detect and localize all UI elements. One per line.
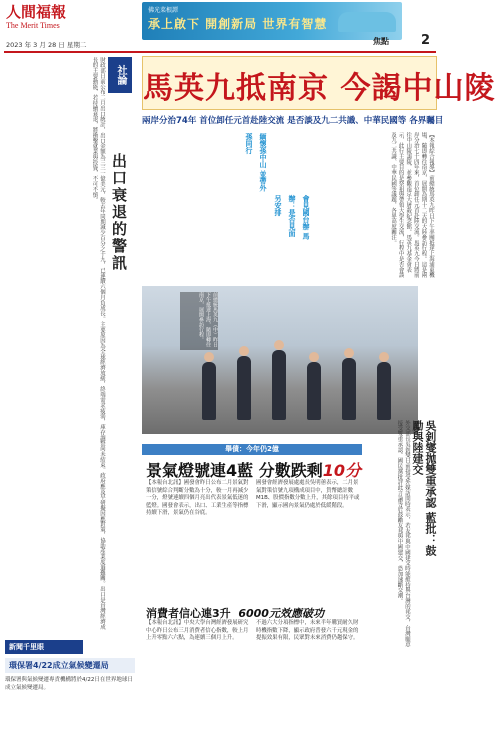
photo-figure-head bbox=[344, 348, 354, 358]
editorial-column bbox=[5, 57, 135, 637]
news-box bbox=[5, 640, 135, 732]
editorial-title: 出口衰退的警訊 bbox=[110, 153, 128, 272]
economy-headline-number: 10分 bbox=[322, 461, 361, 480]
photo-figure bbox=[307, 362, 321, 420]
editorial-label: 社論 bbox=[108, 57, 132, 93]
news-box-title: 環保署4/22成立氣候變遷局 bbox=[5, 658, 135, 673]
side-story-title: 吳釗燮拋雙重承認 藍批：鼓勵與陸建交 bbox=[411, 420, 437, 556]
logo-chinese: 人間福報 bbox=[6, 3, 67, 21]
consumer-headline-number: 6000元效應破功 bbox=[238, 607, 324, 620]
economy-body-col1: 【本報台北訊】國發會昨日公布二月景氣對策信號綜合判斷分數為十分，較一月再減少一分，燈號連續四個月亮出代表景氣低迷的藍燈。國發會表示，出口、工業生產等指標持續下滑，景氣仍在谷底。 bbox=[146, 480, 249, 517]
consumer-headline bbox=[146, 605, 324, 621]
lead-body: 【本報綜合報導】前總統馬英九昨日下午率團抵達上海浦東機場，隨即轉往南京，展開為期十二天的大陸參訪行程。這是兩岸分治七十四年來，首位卸任元首赴陸交流。馬英九今日將前往中山陵謁陵，並參觀南京大屠殺紀念館。馬英九基金會表示，此行主要目的是祭祖與帶領大學生交流，行程中是否會談及九二共識、中華民國等議題，各界高度關注。 bbox=[390, 132, 434, 278]
banner-illustration bbox=[338, 12, 396, 32]
lead-pullquote-1: 緬懷孫中山 並帶外孫同行 bbox=[245, 133, 267, 192]
masthead-rule bbox=[4, 51, 436, 53]
issue-date: 2023 年 3 月 28 日 星期二 bbox=[6, 41, 87, 49]
masthead bbox=[0, 0, 440, 52]
news-box-header: 新聞千里眼 bbox=[5, 640, 83, 654]
banner-slogan: 承上啟下 開創新局 世界有智慧 bbox=[148, 17, 328, 31]
photo-figure-head bbox=[379, 352, 389, 362]
lead-headline: 馬英九抵南京 今謁中山陵 bbox=[143, 71, 495, 106]
logo-english: The Merit Times bbox=[6, 21, 60, 30]
consumer-body-col1: 【本報台北訊】中央大學台灣經濟發展研究中心昨日公布三月消費者信心指數，較上月上升零點六六點，為連續三個月上升。 bbox=[146, 620, 249, 642]
news-box-body: 環保署與氣候變遷專責機構將於4/22日在世界地球日成立氣候變遷局。 bbox=[5, 677, 133, 691]
newspaper-logo bbox=[6, 4, 84, 34]
section-name: 焦點 bbox=[373, 37, 389, 46]
photo-figure bbox=[237, 356, 251, 420]
lead-subhead: 兩岸分治74年 首位卸任元首赴陸交流 是否談及九二共識、中華民國等 各界矚目 bbox=[142, 116, 444, 126]
photo-figure-head bbox=[204, 352, 214, 362]
page-number: 2 bbox=[421, 33, 431, 48]
photo-figure-head bbox=[309, 352, 319, 362]
side-story-body: 外交部長吳釗燮日前接受外媒訪問時表示，若友邦與中國建交時能維持與台灣的邦交，台灣願意接受雙重承認。國民黨批評此言論等於鼓勵友邦與中國建交，恐加速斷交潮。 bbox=[396, 420, 410, 647]
photo-figure bbox=[202, 362, 216, 420]
economy-headline bbox=[146, 458, 361, 481]
lead-pullquote-2: 會見國台辦 馬辦：是否見面另安排 bbox=[274, 195, 310, 240]
photo-figure-head bbox=[239, 346, 249, 356]
lead-headline-box bbox=[142, 56, 495, 110]
photo-caption: 前總統馬英九（中）昨日下午抵達上海，隨即轉往南京，展開參訪行程。 bbox=[180, 292, 218, 350]
photo-figure-head bbox=[274, 340, 284, 350]
photo-figure bbox=[272, 350, 286, 420]
banner-tag: 佛光菜根譚 bbox=[148, 7, 179, 14]
photo-figure bbox=[342, 358, 356, 420]
consumer-body-col2: 不過六大分項指標中，未來半年購買耐久財時機指數下降，顯示政府普發六千元現金的提振效果有限，民眾對未來消費仍趨保守。 bbox=[256, 620, 359, 642]
editorial-body: 財政部日前公布二月出口統計，出口金額為三三一億美元，較去年同期減少百分之十九，已連續六個月負成長。主要原因為全球經濟放緩，終端需求疲弱，庫存調整尚未結束。政府應及早研擬因應對策，協助產業度過難關。出口是台灣經濟成長的主要動能，若持續衰退，將衝擊就業與投資，不可不慎。 bbox=[91, 57, 105, 630]
economy-kicker: 舉債：今年仍2億 bbox=[142, 444, 362, 455]
top-banner bbox=[142, 2, 402, 40]
photo-figure bbox=[377, 362, 391, 420]
economy-body-col2: 國發會經濟發展處處長吳明蕙表示，二月景氣對策信號九項構成項目中，貨幣總計數M1B、股價指數分數上升，其餘項目持平或下滑，顯示國內景氣仍處於低緩階段。 bbox=[256, 480, 360, 509]
consumer-headline-text: 消費者信心連3升 bbox=[146, 607, 231, 620]
economy-headline-text: 景氣燈號連4藍 分數跌剩 bbox=[146, 461, 323, 480]
